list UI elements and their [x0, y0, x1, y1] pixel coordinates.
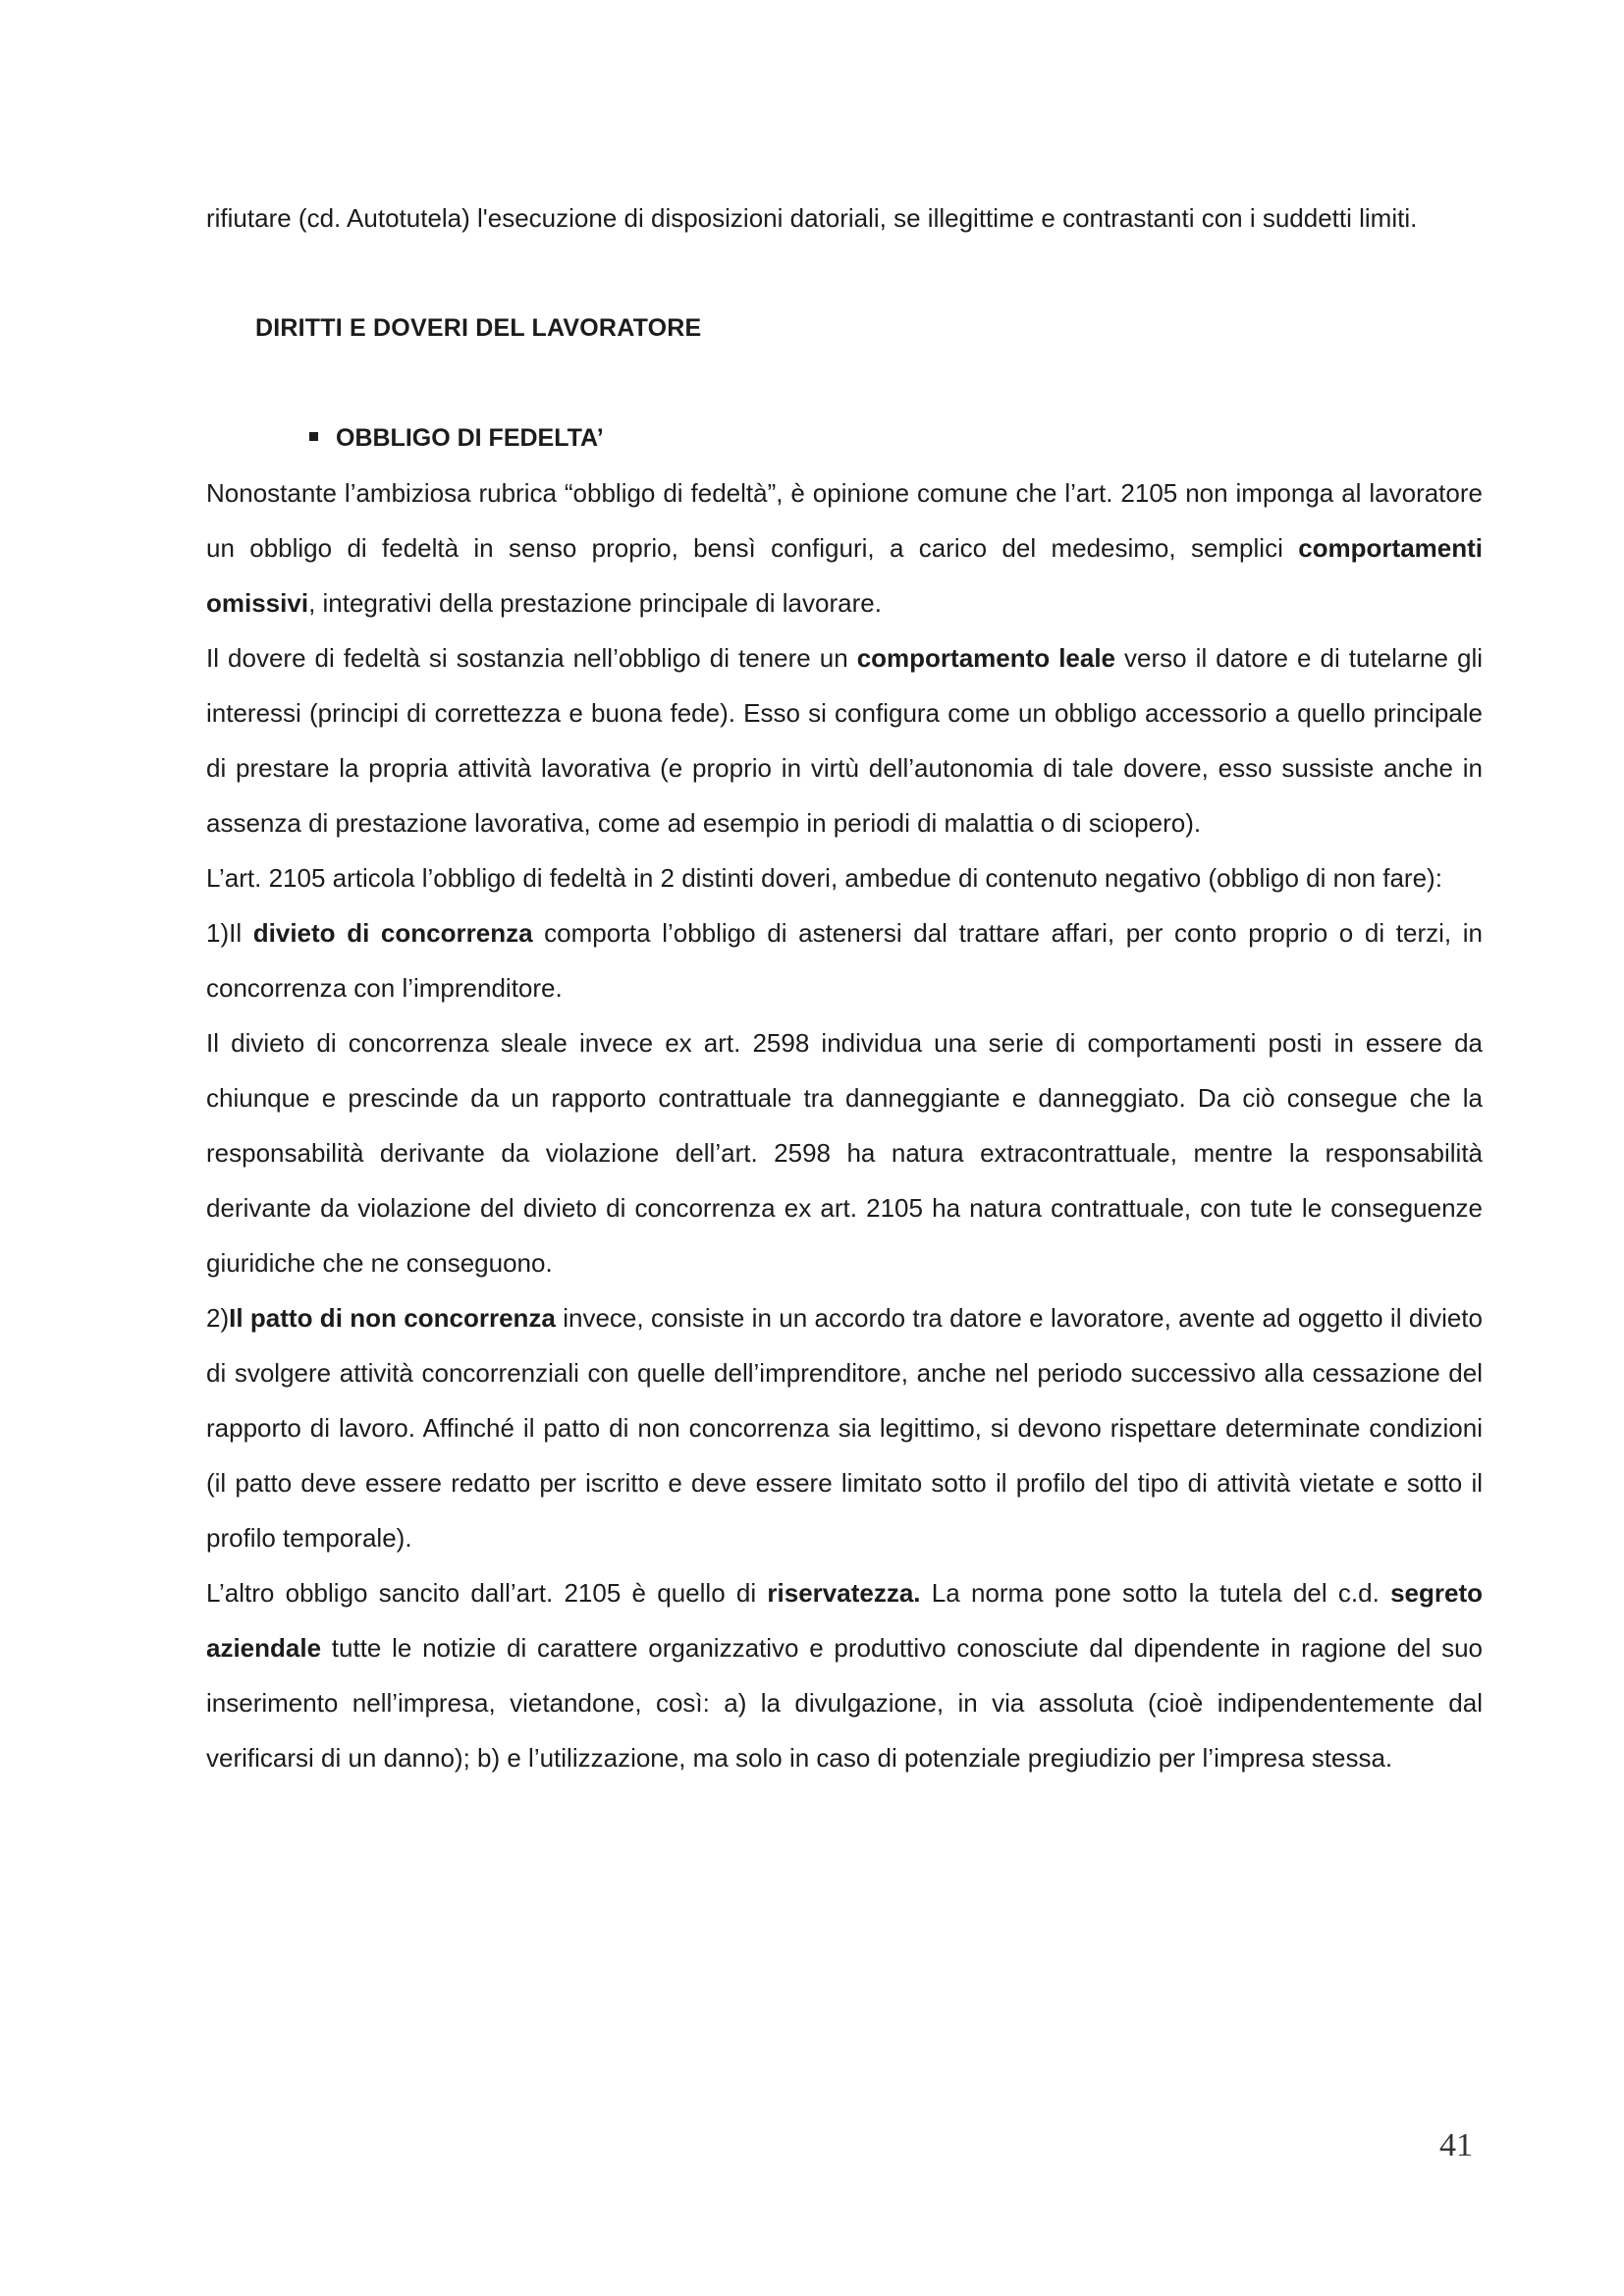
paragraph-dovere-fedelta: Il dovere di fedeltà si sostanzia nell’obbligo di tenere un comportamento leale verso il datore e di tutelarne gli interessi (principi di correttezza e buona fede). Esso si configura come un obbligo accessorio a quello principale di prestare la propria attività lavorativa (e proprio in virtù dell’autonomia di tale dovere, esso sussiste anche in assenza di prestazione lavorativa, come ad esempio in periodi di malattia o di sciopero). — [206, 643, 1483, 838]
paragraph-concorrenza-sleale: Il divieto di concorrenza sleale invece ex art. 2598 individua una serie di comportamenti posti in essere da chiunque e prescinde da un rapporto contrattuale tra danneggiante e danneggiato. Da ciò consegue che la responsabilità derivante da violazione dell’art. 2598 ha natura extracontrattuale, mentre la responsabilità derivante da violazione del divieto di concorrenza ex art. 2105 ha natura contrattuale, con tute le conseguenze giuridiche che ne conseguono. — [206, 1028, 1483, 1278]
sub-heading-label: OBBLIGO DI FEDELTA’ — [336, 424, 604, 452]
paragraph-patto-non-concorrenza: 2)Il patto di non concorrenza invece, consiste in un accordo tra datore e lavoratore, avente ad oggetto il divieto di svolgere attività concorrenziali con quelle dell’imprenditore, anche nel periodo successivo alla cessazione del rapporto di lavoro. Affinché il patto di non concorrenza sia legittimo, si devono rispettare determinate condizioni (il patto deve essere redatto per iscritto e deve essere limitato sotto il profilo del tipo di attività vietate e sotto il profilo temporale). — [206, 1303, 1483, 1553]
bold-term: divieto di concorrenza — [252, 918, 533, 948]
bold-term: segreto aziendale — [206, 1578, 1483, 1663]
bold-term: comportamento leale — [856, 643, 1116, 673]
section-heading: DIRITTI E DOVERI DEL LAVORATORE — [255, 314, 702, 342]
paragraph-riservatezza: L’altro obbligo sancito dall’art. 2105 è quello di riservatezza. La norma pone sotto la tutela del c.d. segreto aziendale tutte le notizie di carattere organizzativo e produttivo conosciute dal dipendente in ragione del suo inserimento nell’impresa, vietandone, così: a) la divulgazione, in via assoluta (cioè indipendentemente dal verificarsi di un danno); b) e l’utilizzazione, ma solo in caso di potenziale pregiudizio per l’impresa stessa. — [206, 1578, 1483, 1773]
bold-term: riservatezza. — [767, 1578, 921, 1608]
sub-heading — [206, 410, 1483, 465]
paragraph-autotutela: rifiutare (cd. Autotutela) l'esecuzione di disposizioni datoriali, se illegittime e contrastanti con i suddetti limiti. — [206, 203, 1418, 233]
square-bullet-icon — [309, 432, 318, 441]
bold-term: comportamenti omissivi — [206, 533, 1483, 618]
bold-term: Il patto di non concorrenza — [229, 1303, 556, 1333]
paragraph-obbligo-fedelta: Nonostante l’ambiziosa rubrica “obbligo di fedeltà”, è opinione comune che l’art. 2105 non imponga al lavoratore un obbligo di fedeltà in senso proprio, bensì configuri, a carico del medesimo, semplici comportamenti omissivi, integrativi della prestazione principale di lavorare. — [206, 478, 1483, 618]
paragraph-doveri-negativi: L’art. 2105 articola l’obbligo di fedeltà in 2 distinti doveri, ambedue di contenuto negativo (obbligo di non fare): — [206, 863, 1442, 893]
paragraph-divieto-concorrenza: 1)Il divieto di concorrenza comporta l’obbligo di astenersi dal trattare affari, per conto proprio o di terzi, in concorrenza con l’imprenditore. — [206, 918, 1483, 1003]
page-number: 41 — [1439, 2127, 1473, 2163]
body-text — [206, 191, 1483, 1785]
